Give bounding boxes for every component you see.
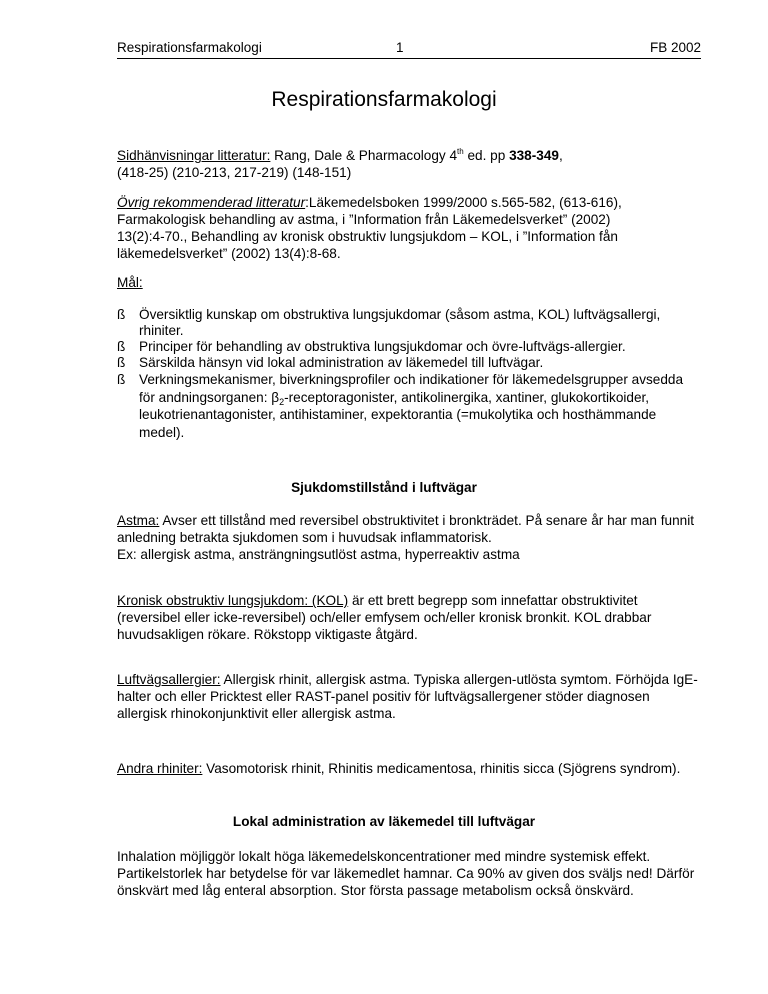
astma-examples: Ex: allergisk astma, ansträngningsutlöst astma, hyperreaktiv astma xyxy=(117,547,520,562)
references-sup: th xyxy=(457,147,464,156)
header-date: FB 2002 xyxy=(649,40,701,55)
beta-symbol: β xyxy=(271,389,280,405)
astma-label: Astma: xyxy=(117,513,160,528)
inhalation-paragraph: Inhalation möjliggör lokalt höga läkemedelskoncentrationer med mindre systemisk effekt. Partikelstorlek har betydelse för var läkemedlet hamnar. Ca 90% av given dos sväljs ned! Därför önskvärt med låg enteral absorption. Stor första passage metabolism också önskvärd. xyxy=(117,849,695,898)
page-number: 1 xyxy=(396,40,404,55)
kol-text: är ett brett begrepp som innefattar obstruktivitet (reversibel eller icke-reversibel) och/eller emfysem och/eller kronisk bronkit. KOL drabbar huvudsakligen rökare. Rökstopp viktigaste åtgärd. xyxy=(117,593,652,642)
page-header xyxy=(117,40,701,59)
beta-subscript: 2 xyxy=(279,396,285,407)
kol-paragraph xyxy=(117,592,701,643)
goal-item xyxy=(117,355,701,371)
goal-text: Översiktlig kunskap om obstruktiva lungsjukdomar (såsom astma, KOL) luftvägsallergi, rhiniter. xyxy=(139,307,661,338)
allergy-paragraph xyxy=(117,671,701,722)
bullet-icon: ß xyxy=(117,307,126,322)
goal-text: Särskilda hänsyn vid lokal administration av läkemedel till luftvägar. xyxy=(139,355,544,370)
references-text-2: ed. pp xyxy=(463,148,510,163)
goal-text: Verkningsmekanismer, biverkningsprofiler och indikationer för läkemedelsgrupper avsedda för andningsorganen: xyxy=(139,372,684,405)
goals-label: Mål: xyxy=(117,275,143,290)
goal-item xyxy=(117,307,701,339)
goals-list xyxy=(117,307,701,441)
goal-text-2: -receptoragonister, antikolinergika, xantiner, glukokortikoider, leukotrienantagonister, antihistaminer, expektorantia (=mukolytika och hosthämmande medel). xyxy=(139,389,657,440)
bullet-icon: ß xyxy=(117,355,126,370)
header-title: Respirationsfarmakologi xyxy=(117,40,262,55)
other-literature-paragraph xyxy=(117,194,657,262)
references-text: Rang, Dale & Pharmacology 4 xyxy=(270,148,458,163)
references-comma: , xyxy=(558,148,563,163)
astma-text: Avser ett tillstånd med reversibel obstruktivitet i bronkträdet. På senare år har man funnit anledning betrakta sjukdomen som i huvudsak inflammatorisk. xyxy=(117,513,695,545)
goal-item xyxy=(117,339,649,355)
bullet-icon: ß xyxy=(117,339,126,354)
references-pages: 338-349 xyxy=(509,148,559,163)
section-heading-diseases: Sjukdomstillstånd i luftvägar xyxy=(291,480,477,495)
other-literature-text: :Läkemedelsboken 1999/2000 s.565-582, (613-616), Farmakologisk behandling av astma, i ”Information från Läkemedelsverket” (2002) 13(2):4-70., Behandling av kronisk obstruktiv lungsjukdom – KOL, i ”Information fån läkemedelsverket” (2002) 13(4):8-68. xyxy=(117,195,622,261)
section-heading-local-administration: Lokal administration av läkemedel till luftvägar xyxy=(232,814,536,829)
document-title: Respirationsfarmakologi xyxy=(271,88,497,111)
allergy-text: Allergisk rhinit, allergisk astma. Typiska allergen-utlösta symtom. Förhöjda IgE-halter och eller Pricktest eller RAST-panel positiv för luftvägsallergener stöder diagnosen allergisk rhinokonjunktivit eller allergisk astma. xyxy=(117,672,698,721)
goal-item xyxy=(117,371,701,441)
references-line2: (418-25) (210-213, 217-219) (148-151) xyxy=(117,165,352,180)
rhinitis-text: Vasomotorisk rhinit, Rhinitis medicamentosa, rhinitis sicca (Sjögrens syndrom). xyxy=(202,761,681,776)
bullet-icon: ß xyxy=(117,372,126,387)
goal-text: Principer för behandling av obstruktiva lungsjukdomar och övre-luftvägs-allergier. xyxy=(139,339,626,354)
other-literature-label: Övrig rekommenderad litteratur xyxy=(117,195,306,210)
allergy-label: Luftvägsallergier: xyxy=(117,672,221,687)
references-paragraph xyxy=(117,147,701,181)
kol-label: Kronisk obstruktiv lungsjukdom: (KOL) xyxy=(117,593,349,608)
astma-paragraph xyxy=(117,512,701,563)
rhinitis-label: Andra rhiniter: xyxy=(117,761,203,776)
rhinitis-paragraph xyxy=(117,760,701,777)
references-label: Sidhänvisningar litteratur: xyxy=(117,148,271,163)
